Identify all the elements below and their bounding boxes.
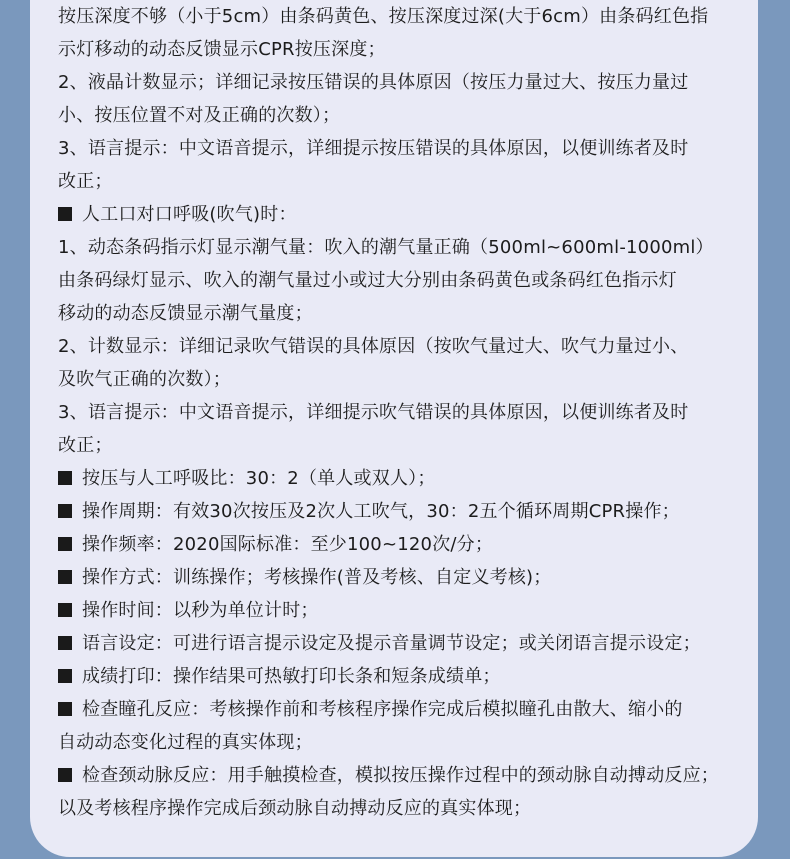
line-text: 小、按压位置不对及正确的次数）； [58,105,341,126]
line-text: 语言设定：可进行语言提示设定及提示音量调节设定；或关闭语言提示设定； [82,633,701,654]
bullet-line [58,462,758,495]
line-text: 操作方式：训练操作；考核操作(普及考核、自定义考核)； [82,567,552,588]
line-text: 改正； [58,435,113,456]
bullet-line [58,198,758,231]
line-text: 按压与人工呼吸比：30：2（单人或双人）； [82,468,436,489]
line-text: 操作频率：2020国际标准：至少100~120次/分； [82,534,494,555]
square-bullet-icon [58,636,72,650]
text-line [58,0,758,33]
line-text: 检查瞳孔反应：考核操作前和考核程序操作完成后模拟瞳孔由散大、缩小的 [82,699,683,720]
line-text: 人工口对口呼吸(吹气)时： [82,204,297,225]
line-text: 及吹气正确的次数）； [58,369,231,390]
text-line [58,792,758,825]
text-line [58,33,758,66]
bullet-line [58,759,758,792]
text-line [58,396,758,429]
square-bullet-icon [58,537,72,551]
text-line [58,429,758,462]
spec-text-block [58,0,758,825]
bullet-line [58,561,758,594]
bullet-line [58,627,758,660]
square-bullet-icon [58,603,72,617]
text-line [58,297,758,330]
text-line [58,132,758,165]
bullet-line [58,495,758,528]
content-card [30,0,758,857]
square-bullet-icon [58,669,72,683]
text-line [58,363,758,396]
text-line [58,99,758,132]
square-bullet-icon [58,570,72,584]
line-text: 成绩打印：操作结果可热敏打印长条和短条成绩单； [82,666,501,687]
line-text: 自动动态变化过程的真实体现； [58,732,313,753]
line-text: 检查颈动脉反应：用手触摸检查，模拟按压操作过程中的颈动脉自动搏动反应； [82,765,719,786]
text-line [58,231,758,264]
text-line [58,165,758,198]
line-text: 改正； [58,171,113,192]
square-bullet-icon [58,504,72,518]
line-text: 操作时间：以秒为单位计时； [82,600,319,621]
text-line [58,726,758,759]
line-text: 移动的动态反馈显示潮气量度； [58,303,313,324]
line-text: 1、动态条码指示灯显示潮气量：吹入的潮气量正确（500ml~600ml-1000ml） [58,237,714,258]
line-text: 以及考核程序操作完成后颈动脉自动搏动反应的真实体现； [58,798,532,819]
text-line [58,330,758,363]
line-text: 2、计数显示：详细记录吹气错误的具体原因（按吹气量过大、吹气力量过小、 [58,336,689,357]
bullet-line [58,693,758,726]
square-bullet-icon [58,702,72,716]
line-text: 操作周期：有效30次按压及2次人工吹气，30：2五个循环周期CPR操作； [82,501,680,522]
line-text: 由条码绿灯显示、吹入的潮气量过小或过大分别由条码黄色或条码红色指示灯 [58,270,677,291]
line-text: 示灯移动的动态反馈显示CPR按压深度； [58,39,386,60]
text-line [58,264,758,297]
line-text: 3、语言提示：中文语音提示，详细提示吹气错误的具体原因，以便训练者及时 [58,402,689,423]
bullet-line [58,528,758,561]
line-text: 3、语言提示：中文语音提示，详细提示按压错误的具体原因，以便训练者及时 [58,138,689,159]
line-text: 2、液晶计数显示；详细记录按压错误的具体原因（按压力量过大、按压力量过 [58,72,689,93]
bullet-line [58,594,758,627]
square-bullet-icon [58,207,72,221]
line-text: 按压深度不够（小于5cm）由条码黄色、按压深度过深(大于6cm）由条码红色指 [58,6,709,27]
square-bullet-icon [58,471,72,485]
square-bullet-icon [58,768,72,782]
bullet-line [58,660,758,693]
text-line [58,66,758,99]
